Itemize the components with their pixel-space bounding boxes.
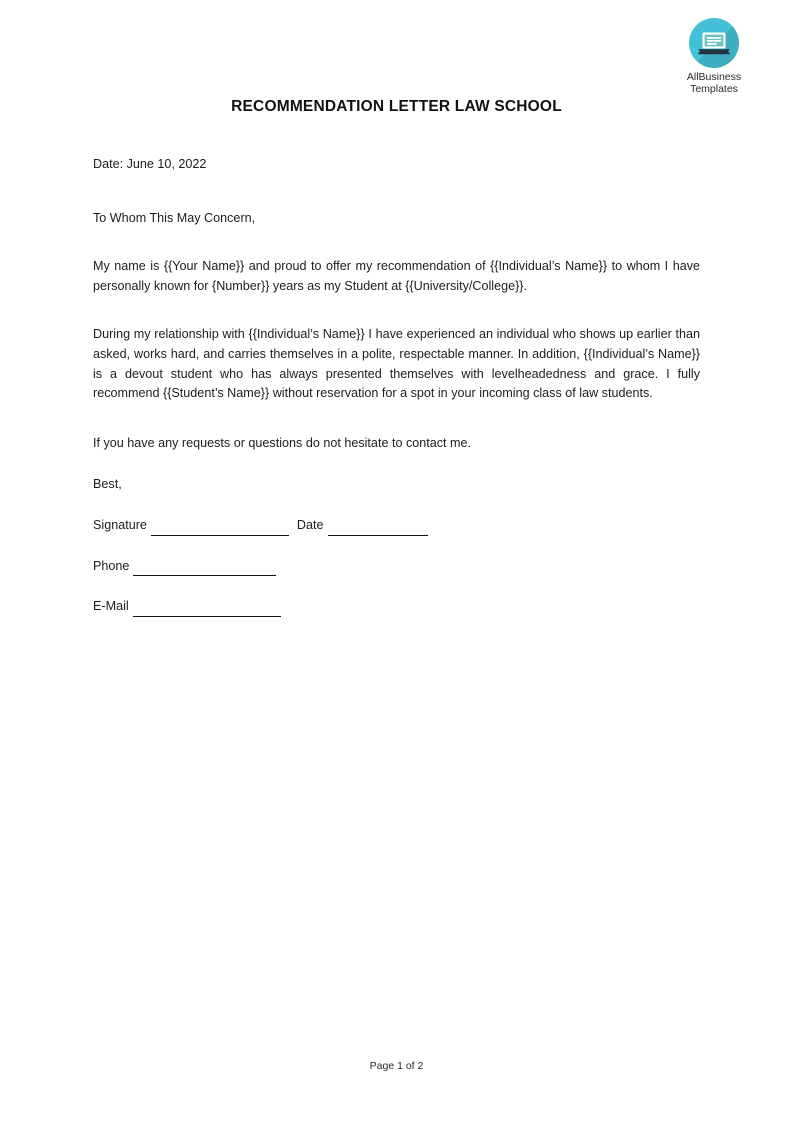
letter-body <box>93 0 700 617</box>
phone-label: Phone <box>93 558 130 573</box>
phone-row <box>93 557 700 577</box>
signature-block <box>93 516 700 617</box>
signature-date-row <box>93 516 700 536</box>
email-label: E-Mail <box>93 599 129 614</box>
signature-input-rule[interactable] <box>151 522 289 536</box>
salutation: To Whom This May Concern, <box>93 210 256 225</box>
paragraph-intro: My name is {{Your Name}} and proud to offer my recommendation of {{Individual’s Name}} to whom I have personally known for {Number}} years as my Student at {{University/College}}. <box>93 259 700 293</box>
paragraph-body: During my relationship with {{Individual’s Name}} I have experienced an individual who shows up earlier than asked, works hard, and carries themselves in a polite, respectable manner. In addition, {{Individual’s Name}} is a devout student who has always presented themselves with levelheadedness and grace. I fully recommend {{Student’s Name}} without reservation for a spot in your incoming class of law students. <box>93 327 700 401</box>
signature-label: Signature <box>93 517 147 532</box>
logo-wordmark-line2: Templates <box>690 83 738 95</box>
date-input-rule[interactable] <box>328 522 428 536</box>
paragraph-closing: If you have any requests or questions do not hesitate to contact me. <box>93 435 472 450</box>
logo-wordmark-line1: AllBusiness <box>686 71 742 83</box>
sign-off: Best, <box>93 477 122 492</box>
email-row <box>93 597 700 617</box>
phone-input-rule[interactable] <box>133 562 276 576</box>
date-line: Date: June 10, 2022 <box>93 157 207 171</box>
document-title: RECOMMENDATION LETTER LAW SCHOOL <box>231 98 562 115</box>
date-field-label: Date <box>296 517 324 532</box>
page-indicator: Page 1 of 2 <box>369 1060 424 1072</box>
page-footer <box>0 1060 793 1072</box>
email-input-rule[interactable] <box>133 603 281 617</box>
